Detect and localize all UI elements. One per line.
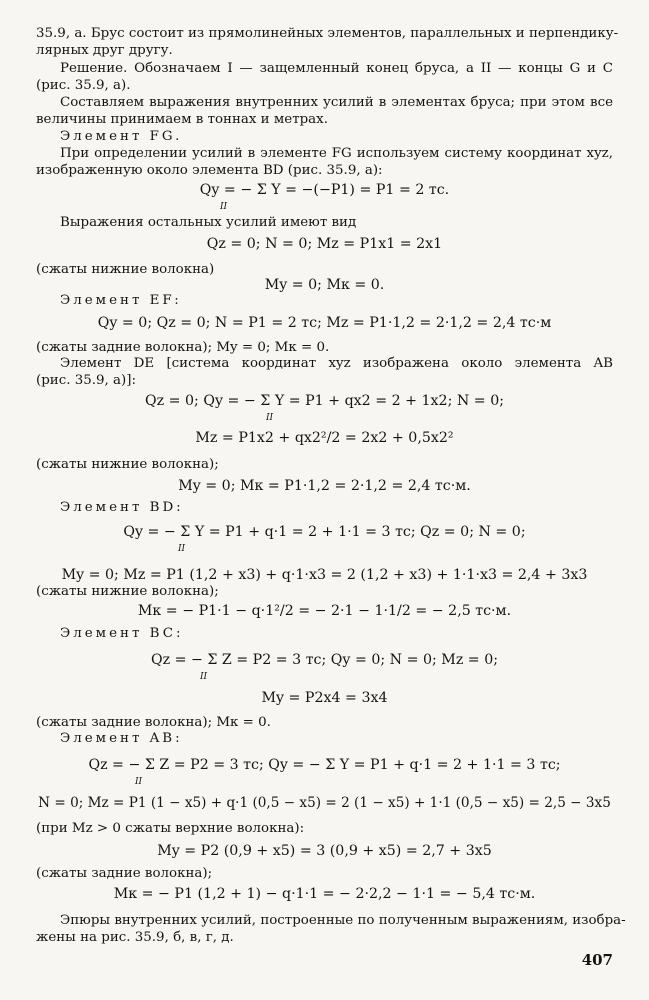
- formula: Mz = P1x2 + qx2²/2 = 2x2 + 0,5x2²: [195, 430, 454, 446]
- formula: My = 0; Mк = 0.: [264, 277, 385, 293]
- note-text: (сжаты задние волокна);: [36, 866, 213, 881]
- formula: My = P2x4 = 3x4: [261, 690, 388, 706]
- section-heading-ab: Элемент AB:: [60, 731, 183, 746]
- body-text: При определении усилий в элементе FG используем систему координат xyz,: [60, 146, 613, 161]
- section-heading-bc: Элемент BC:: [60, 626, 184, 641]
- formula: Qz = − Σ Z = P2 = 3 тс; Qy = 0; N = 0; Mz = 0;: [150, 652, 499, 668]
- conclusion-text: Эпюры внутренних усилий, построенные по полученным выражениям, изобра-: [60, 913, 626, 928]
- formula: Qy = − Σ Y = −(−P1) = P1 = 2 тс.: [199, 182, 450, 198]
- formula: Qz = − Σ Z = P2 = 3 тс; Qy = − Σ Y = P1 + q·1 = 2 + 1·1 = 3 тс;: [88, 757, 561, 773]
- page-number: 407: [581, 951, 613, 969]
- section-heading-bd: Элемент BD:: [60, 500, 184, 515]
- solution-text: (рис. 35.9, а).: [36, 78, 131, 93]
- formula: Qz = 0; Qy = − Σ Y = P1 + qx2 = 2 + 1x2; N = 0;: [145, 393, 504, 409]
- note-text: (сжаты нижние волокна);: [36, 457, 219, 472]
- sum-index: II: [135, 777, 143, 787]
- note-text: (сжаты нижние волокна): [36, 262, 215, 277]
- section-heading-ef: Элемент EF:: [60, 293, 182, 308]
- note-text: (при Mz > 0 сжаты верхние волокна):: [36, 821, 305, 836]
- section-heading-fg: Элемент FG.: [60, 129, 183, 144]
- formula: Mк = − P1 (1,2 + 1) − q·1·1 = − 2·2,2 − 1·1 = − 5,4 тс·м.: [113, 886, 536, 902]
- body-text: Выражения остальных усилий имеют вид: [60, 215, 357, 230]
- note-text: (сжаты задние волокна); Mк = 0.: [36, 715, 271, 730]
- sum-index: II: [178, 544, 186, 554]
- formula: Qz = 0; N = 0; Mz = P1x1 = 2x1: [206, 236, 443, 252]
- formula: N = 0; Mz = P1 (1 − x5) + q·1 (0,5 − x5) = 2 (1 − x5) + 1·1 (0,5 − x5) = 2,5 − 3x5: [38, 795, 611, 811]
- problem-text: лярных друг другу.: [36, 43, 173, 58]
- problem-text: 35.9, а. Брус состоит из прямолинейных элементов, параллельных и перпендику-: [36, 26, 619, 41]
- sum-index: II: [200, 672, 208, 682]
- solution-text: Составляем выражения внутренних усилий в элементах бруса; при этом все: [60, 95, 613, 110]
- note-text: (сжаты задние волокна); My = 0; Mк = 0.: [36, 340, 330, 355]
- solution-intro: Решение. Обозначаем I — защемленный конец бруса, а II — концы G и C: [60, 61, 613, 76]
- formula: My = 0; Mz = P1 (1,2 + x3) + q·1·x3 = 2 (1,2 + x3) + 1·1·x3 = 2,4 + 3x3: [61, 567, 588, 583]
- section-heading-de: Элемент DE [система координат xyz изображена около элемента AB: [60, 356, 613, 371]
- formula: Qy = − Σ Y = P1 + q·1 = 2 + 1·1 = 3 тс; Qz = 0; N = 0;: [123, 524, 526, 540]
- formula: My = P2 (0,9 + x5) = 3 (0,9 + x5) = 2,7 + 3x5: [157, 843, 492, 859]
- formula: Qy = 0; Qz = 0; N = P1 = 2 тс; Mz = P1·1,2 = 2·1,2 = 2,4 тс·м: [97, 315, 552, 331]
- conclusion-text: жены на рис. 35.9, б, в, г, д.: [36, 930, 234, 945]
- sum-index: II: [220, 202, 228, 212]
- sum-index: II: [266, 413, 274, 423]
- formula: My = 0; Mк = P1·1,2 = 2·1,2 = 2,4 тс·м.: [178, 478, 471, 494]
- note-text: (сжаты нижние волокна);: [36, 584, 219, 599]
- body-text: (рис. 35.9, а)]:: [36, 373, 137, 388]
- body-text: изображенную около элемента BD (рис. 35.9, а):: [36, 163, 383, 178]
- formula: Mк = − P1·1 − q·1²/2 = − 2·1 − 1·1/2 = − 2,5 тс·м.: [137, 603, 512, 619]
- solution-text: величины принимаем в тоннах и метрах.: [36, 112, 328, 127]
